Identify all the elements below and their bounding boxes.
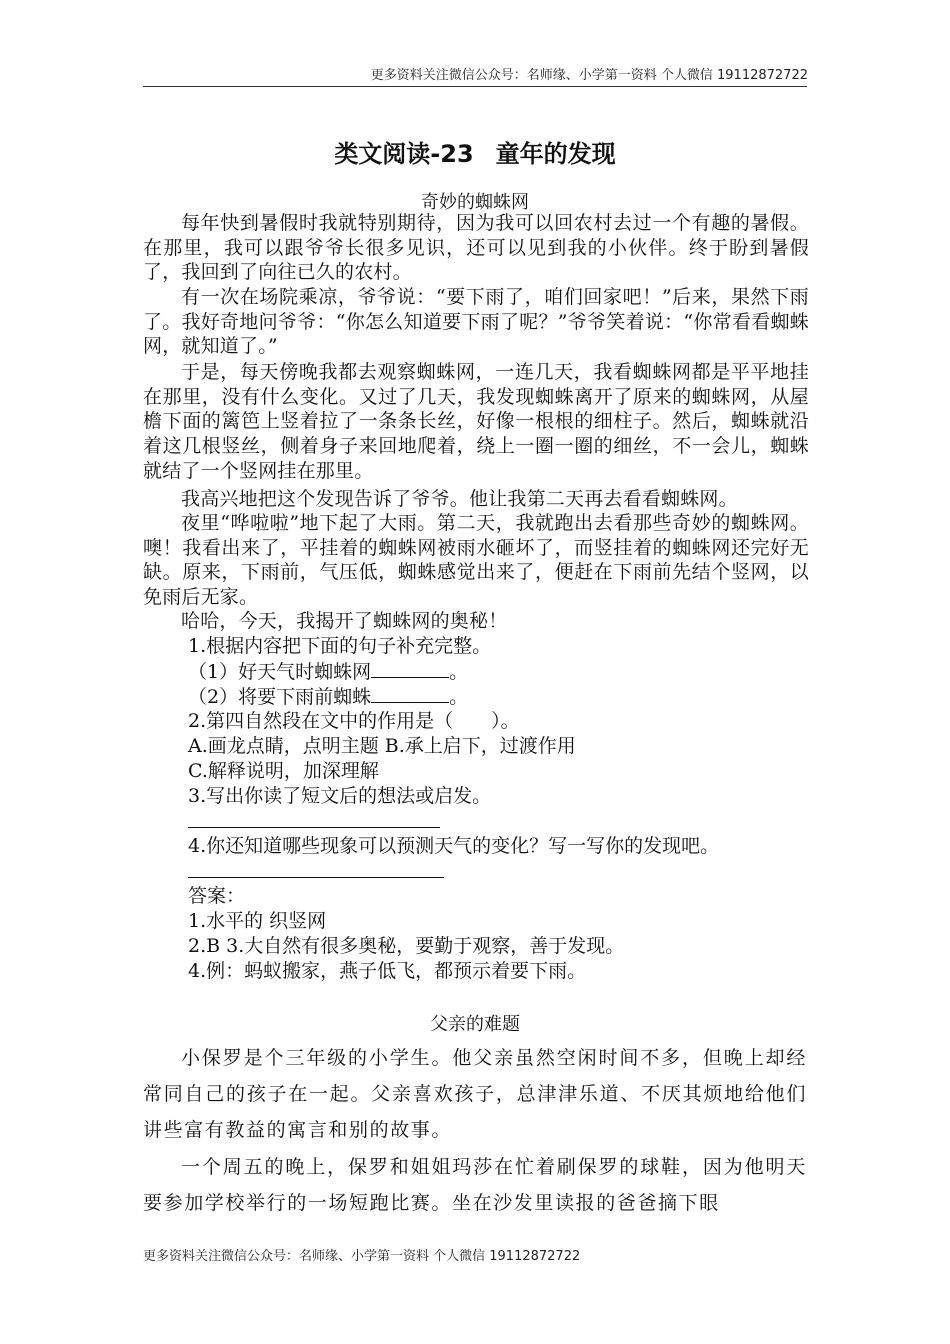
story1-title: 奇妙的蜘蛛网 <box>421 192 529 213</box>
answer-label: 答案： <box>188 885 246 907</box>
story1-paragraph-4: 我高兴地把这个发现告诉了爷爷。他让我第二天再去看看蜘蛛网。 <box>181 488 738 510</box>
story1-paragraph-3: 于是，每天傍晚我都去观察蜘蛛网，一连几天，我看蜘蛛网都是平平地挂在那里，没有什么变化。又过了几天，我发现蜘蛛离开了原来的蜘蛛网，从屋檐下面的篱笆上竖着拉了一条条长丝，好像一根根的细柱子。然后，蜘蛛就沿着这几根竖丝，侧着身子来回地爬着，绕上一圈一圈的细丝，不一会儿，蜘蛛就结了一个竖网挂在那里。 <box>143 361 809 482</box>
question-4: 4.你还知道哪些现象可以预测天气的变化？写一写你的发现吧。 <box>188 835 720 857</box>
page-title-sub: 童年的发现 <box>495 140 616 168</box>
question-1a-text: （1）好天气时蜘蛛网 <box>188 661 372 683</box>
question-1a-period: 。 <box>449 661 469 683</box>
story2-paragraph-1: 小保罗是个三年级的小学生。他父亲虽然空闲时间不多，但晚上却经常同自己的孩子在一起。父亲喜欢孩子，总津津乐道、不厌其烦地给他们讲些富有教益的寓言和别的故事。 <box>143 1047 807 1141</box>
story1-paragraph-5: 夜里“哗啦啦”地下起了大雨。第二天，我就跑出去看那些奇妙的蜘蛛网。噢！我看出来了，平挂着的蜘蛛网被雨水砸坏了，而竖挂着的蜘蛛网还完好无缺。原来，下雨前，气压低，蜘蛛感觉出来了，便赶在下雨前先结个竖网，以免雨后无家。 <box>143 512 809 609</box>
story1-paragraph-6: 哈哈，今天，我揭开了蜘蛛网的奥秘！ <box>181 610 508 632</box>
question-2-options-ab: A.画龙点睛，点明主题 B.承上启下，过渡作用 <box>188 735 576 757</box>
story1-paragraph-1: 每年快到暑假时我就特别期待，因为我可以回农村去过一个有趣的暑假。在那里，我可以跟爷爷长很多见识，还可以见到我的小伙伴。终于盼到暑假了，我回到了向往已久的农村。 <box>143 212 809 284</box>
story2-title: 父亲的难题 <box>430 1014 520 1035</box>
footer-note: 更多资料关注微信公众号：名师缘、小学第一资料 个人微信 19112872722 <box>143 1249 581 1264</box>
story1-paragraph-2: 有一次在场院乘凉，爷爷说：“要下雨了，咱们回家吧！”后来，果然下雨了。我好奇地问爷爷：“你怎么知道要下雨了呢？”爷爷笑着说：“你常看看蜘蛛网，就知道了。” <box>143 286 809 358</box>
question-1a <box>188 659 468 685</box>
question-3: 3.写出你读了短文后的想法或启发。 <box>188 785 492 807</box>
page-title-main: 类文阅读-23 <box>334 140 474 168</box>
question-1b-text: （2）将要下雨前蜘蛛 <box>188 686 372 708</box>
header-divider <box>143 86 807 87</box>
story2-paragraph-2: 一个周五的晚上，保罗和姐姐玛莎在忙着刷保罗的球鞋，因为他明天要参加学校举行的一场短跑比赛。坐在沙发里读报的爸爸摘下眼 <box>143 1156 807 1214</box>
answer-blank[interactable] <box>371 659 449 678</box>
header-note: 更多资料关注微信公众号：名师缘、小学第一资料 个人微信 19112872722 <box>370 68 808 83</box>
answer-line[interactable] <box>188 827 440 828</box>
answer-4: 4.例：蚂蚁搬家，燕子低飞，都预示着要下雨。 <box>188 960 587 982</box>
question-1b-period: 。 <box>449 686 469 708</box>
question-2: 2.第四自然段在文中的作用是（ ）。 <box>188 710 520 732</box>
answer-1: 1.水平的 织竖网 <box>188 910 327 932</box>
question-1: 1.根据内容把下面的句子补充完整。 <box>188 635 492 657</box>
answer-2-3: 2.B 3.大自然有很多奥秘，要勤于观察，善于发现。 <box>188 935 625 957</box>
answer-line[interactable] <box>188 877 444 878</box>
page-title <box>0 134 950 169</box>
question-2-option-c: C.解释说明，加深理解 <box>188 760 379 782</box>
question-1b <box>188 684 468 710</box>
answer-blank[interactable] <box>371 684 449 703</box>
